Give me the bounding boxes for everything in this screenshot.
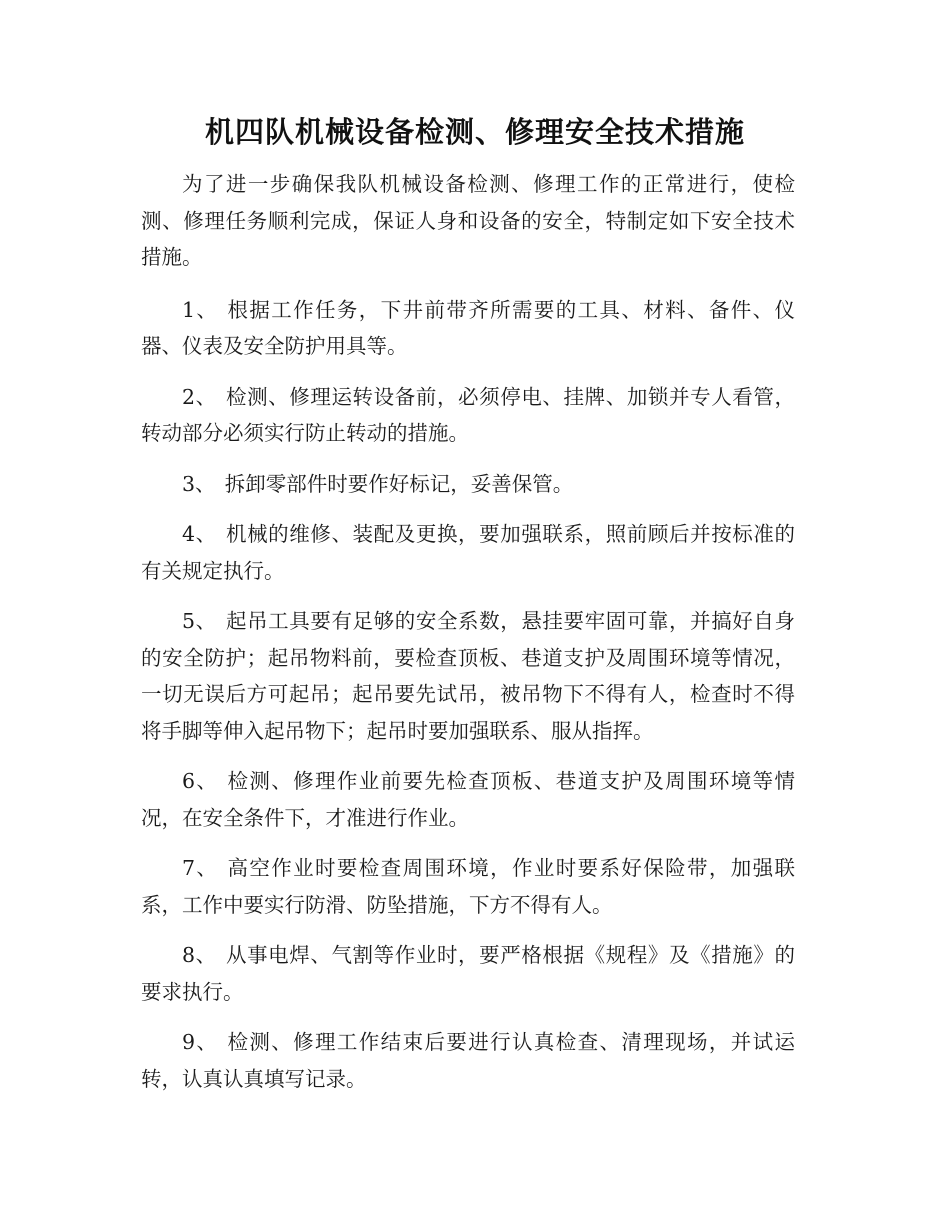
item-number: 1、	[182, 297, 219, 322]
item-number: 8、	[182, 943, 217, 967]
measure-item-9	[141, 1024, 795, 1097]
item-number: 7、	[182, 856, 219, 880]
measure-item-7	[141, 850, 795, 923]
item-text: 机械的维修、装配及更换，要加强联系，照前顾后并按标准的有关规定执行。	[141, 522, 796, 583]
item-text: 根据工作任务，下井前带齐所需要的工具、材料、备件、仪器、仪表及安全防护用具等。	[141, 297, 796, 358]
item-number: 5、	[182, 609, 217, 633]
item-text: 从事电焊、气割等作业时，要严格根据《规程》及《措施》的要求执行。	[141, 943, 796, 1004]
measure-item-5	[141, 603, 795, 749]
item-text: 起吊工具要有足够的安全系数，悬挂要牢固可靠，并搞好自身的安全防护；起吊物料前，要检查顶板、巷道支护及周围环境等情况，一切无误后方可起吊；起吊要先试吊，被吊物下不得有人，检查时不得将手脚等伸入起吊物下；起吊时要加强联系、服从指挥。	[141, 609, 796, 743]
document-body	[141, 166, 795, 1111]
measure-item-6	[141, 763, 795, 836]
item-text: 检测、修理作业前要先检查顶板、巷道支护及周围环境等情况，在安全条件下，才准进行作业。	[141, 769, 796, 830]
measure-item-4	[141, 516, 795, 589]
item-number: 4、	[182, 522, 217, 546]
item-text: 检测、修理工作结束后要进行认真检查、清理现场，并试运转，认真认真填写记录。	[141, 1030, 796, 1091]
item-text: 高空作业时要检查周围环境，作业时要系好保险带，加强联系，工作中要实行防滑、防坠措施，下方不得有人。	[141, 856, 796, 917]
measure-item-2	[141, 379, 795, 452]
measure-item-8	[141, 937, 795, 1010]
item-text: 拆卸零部件时要作好标记，妥善保管。	[224, 471, 574, 496]
item-number: 3、	[182, 471, 216, 496]
item-number: 6、	[182, 769, 219, 793]
measure-item-1	[141, 292, 795, 365]
item-number: 9、	[182, 1030, 219, 1054]
item-text: 检测、修理运转设备前，必须停电、挂牌、加锁并专人看管，转动部分必须实行防止转动的措施。	[141, 384, 796, 445]
measure-item-3	[141, 466, 795, 503]
document-title: 机四队机械设备检测、修理安全技术措施	[204, 115, 745, 149]
intro-paragraph: 为了进一步确保我队机械设备检测、修理工作的正常进行，使检测、修理任务顺利完成，保证人身和设备的安全，特制定如下安全技术措施。	[141, 172, 795, 269]
item-number: 2、	[182, 384, 217, 409]
